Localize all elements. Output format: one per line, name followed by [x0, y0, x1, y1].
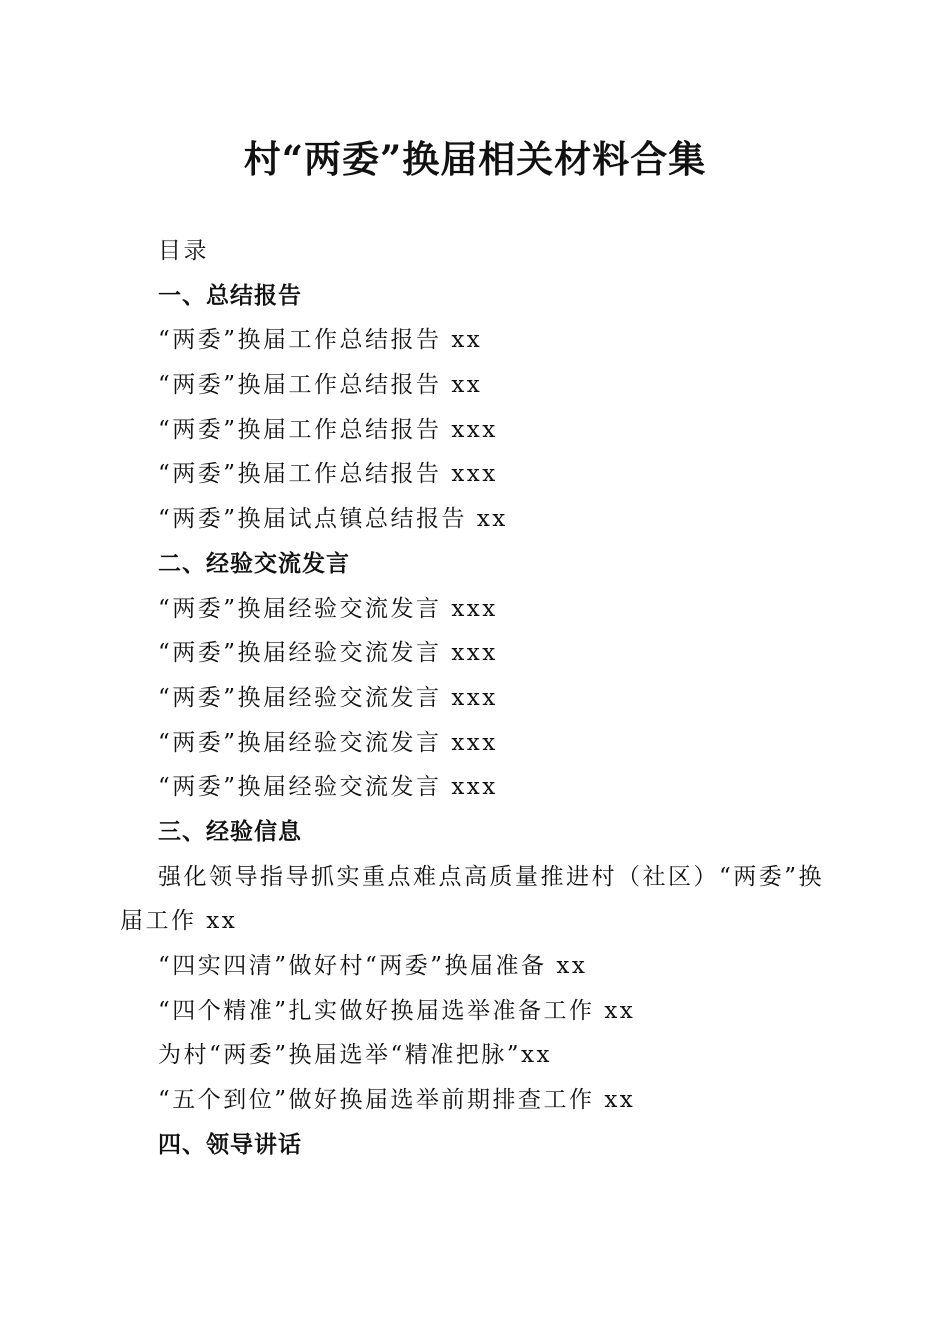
section-heading-experience-info: 三、经验信息: [158, 818, 302, 845]
toc-item: 强化领导指导抓实重点难点高质量推进村（社区）“两委”换届工作 xx: [120, 863, 825, 935]
toc-item: “四实四清”做好村“两委”换届准备 xx: [158, 953, 588, 980]
toc-item: “两委”换届经验交流发言 xxx: [158, 729, 498, 756]
table-of-contents: [120, 229, 840, 1167]
toc-item: “两委”换届经验交流发言 xxx: [158, 595, 498, 622]
toc-item: “两委”换届工作总结报告 xx: [158, 327, 483, 354]
toc-item: “两委”换届经验交流发言 xxx: [158, 774, 498, 801]
toc-item: “两委”换届工作总结报告 xxx: [158, 461, 498, 488]
section-heading-leader-speeches: 四、领导讲话: [158, 1131, 302, 1158]
section-heading-experience-exchange: 二、经验交流发言: [158, 550, 350, 577]
section-heading-summary-reports: 一、总结报告: [158, 282, 302, 309]
toc-item: “四个精准”扎实做好换届选举准备工作 xx: [158, 997, 636, 1024]
toc-item: “两委”换届试点镇总结报告 xx: [158, 506, 508, 533]
toc-item: “两委”换届工作总结报告 xxx: [158, 416, 498, 443]
toc-item: 为村“两委”换届选举“精准把脉”xx: [158, 1042, 552, 1069]
toc-item: “五个到位”做好换届选举前期排查工作 xx: [158, 1087, 636, 1114]
toc-label: 目录: [158, 238, 209, 264]
toc-item: “两委”换届经验交流发言 xxx: [158, 684, 498, 711]
document-title: 村“两委”换届相关材料合集: [243, 137, 707, 181]
toc-item: “两委”换届经验交流发言 xxx: [158, 640, 498, 667]
toc-item: “两委”换届工作总结报告 xx: [158, 372, 483, 399]
